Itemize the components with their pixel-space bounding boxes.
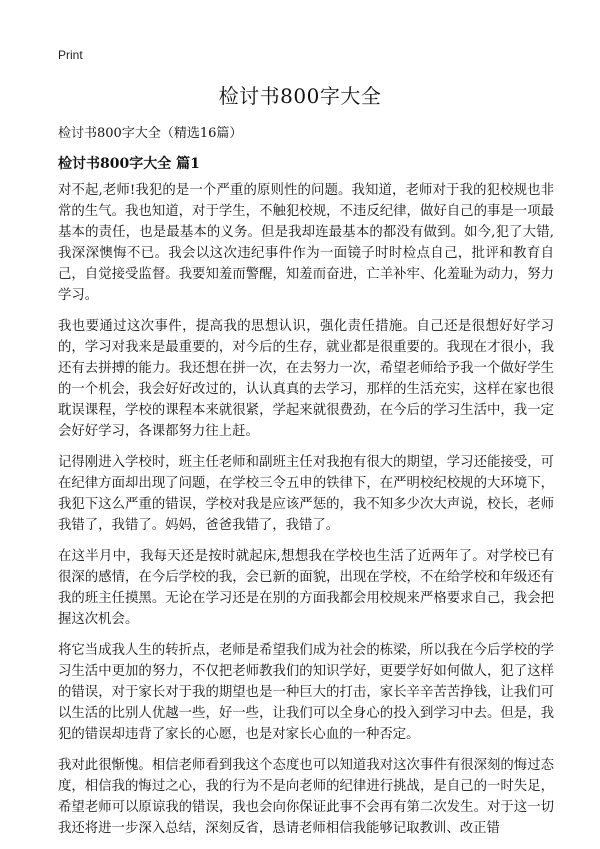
print-link[interactable]: Print xyxy=(58,48,83,62)
body-paragraph-6: 我对此很惭愧。相信老师看到我这个态度也可以知道我对这次事件有很深刻的悔过态度，相信我的悔过之心，我的行为不是向老师的纪律进行挑战，是自己的一时失足，希望老师可以原谅我的错误，我也会向你保证此事不会再有第二次发生。对于这一切我还将进一步深入总结，深刻反省，恳请老师相信我能够记取教训、改正错 xyxy=(58,758,554,836)
body-paragraph-4: 在这半月中，我每天还是按时就起床,想想我在学校也生活了近两年了。对学校已有很深的感情，在今后学校的我，会已新的面貌，出现在学校，不在给学校和年级还有我的班主任摸黑。无论在学习还是在别的方面我都会用校规来严格要求自己，我会把握这次机会。 xyxy=(58,549,554,627)
document-body xyxy=(58,180,554,849)
document-subtitle: 检讨书800字大全（精选16篇） xyxy=(58,126,243,141)
page-title: 检讨书800字大全 xyxy=(218,84,382,108)
body-paragraph-1: 对不起,老师!我犯的是一个严重的原则性的问题。我知道，老师对于我的犯校规也非常的生气。我也知道，对于学生，不触犯校规，不违反纪律，做好自己的事是一项最基本的责任，也是最基本的义务。但是我却连最基本的都没有做到。如今,犯了大错,我深深懊悔不已。我会以这次违纪事件作为一面镜子时时检点自己，批评和教育自己，自觉接受监督。我要知羞而警醒，知羞而奋进，亡羊补牢、化羞耻为动力，努力学习。 xyxy=(58,183,554,303)
section-heading: 检讨书800字大全 篇1 xyxy=(58,156,200,172)
body-paragraph-5: 将它当成我人生的转折点，老师是希望我们成为社会的栋梁，所以我在今后学校的学习生活中更加的努力，不仅把老师教我们的知识学好，更要学好如何做人，犯了这样的错误，对于家长对于我的期望也是一种巨大的打击，家长辛辛苦苦挣钱，让我们可以生活的比别人优越一些，好一些，让我们可以全身心的投入到学习中去。但是，我犯的错误却违背了家长的心愿，也是对家长心血的一种否定。 xyxy=(58,643,554,742)
body-paragraph-2: 我也要通过这次事件，提高我的思想认识，强化责任措施。自己还是很想好好学习的，学习对我来是最重要的，对今后的生存，就业都是很重要的。我现在才很小，我还有去拼搏的能力。我还想在拼一次，在去努力一次，希望老师给予我一个做好学生的一个机会，我会好好改过的，认认真真的去学习，那样的生活充实，这样在家也很耽误课程，学校的课程本来就很紧，学起来就很费劲，在今后的学习生活中，我一定会好好学习，各课都努力往上赶。 xyxy=(58,319,554,439)
body-paragraph-3: 记得刚进入学校时，班主任老师和副班主任对我抱有很大的期望，学习还能接受，可在纪律方面却出现了问题，在学校三令五申的铁律下，在严明校纪校规的大环境下，我犯下这么严重的错误，学校对我是应该严惩的，我不知多少次大声说，校长，老师我错了，我错了。妈妈，爸爸我错了，我错了。 xyxy=(58,455,554,533)
